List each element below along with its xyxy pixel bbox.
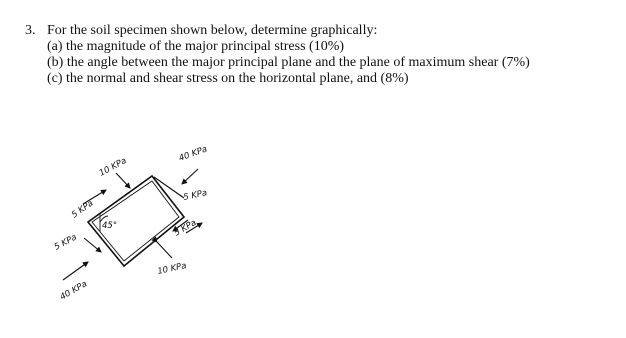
label-bottom-right-normal: 10 KPa (156, 261, 188, 277)
arrow-lower-left-shear (84, 238, 101, 252)
arrow-top-left-normal (116, 173, 130, 188)
part-a: (a) the magnitude of the major principal stress (10%) (47, 39, 345, 54)
label-bottom-left-normal: 40 KPa (58, 279, 89, 303)
question-number: 3. (25, 23, 36, 38)
arrow-top-right-normal (182, 169, 198, 184)
label-right-shear: 5 KPa (182, 188, 209, 203)
label-angle: 45° (102, 221, 118, 231)
part-b: (b) the angle between the major principal plane and the plane of maximum shear (7%) (47, 55, 530, 70)
arrow-bottom-right-normal (157, 242, 172, 258)
question-prompt: For the soil specimen shown below, determine graphically: (47, 23, 378, 38)
label-left-shear: 5 KPa (69, 198, 96, 221)
label-lower-right-shear: 5 KPa (172, 217, 199, 239)
label-top-left-normal: 10 KPa (97, 155, 129, 179)
shear-line-top (154, 177, 184, 198)
label-top-right-normal: 40 KPa (177, 144, 209, 164)
label-lower-left-shear: 5 KPa (52, 232, 79, 253)
part-c: (c) the normal and shear stress on the horizontal plane, and (8%) (47, 71, 409, 86)
arrow-bottom-left-normal (63, 262, 88, 280)
